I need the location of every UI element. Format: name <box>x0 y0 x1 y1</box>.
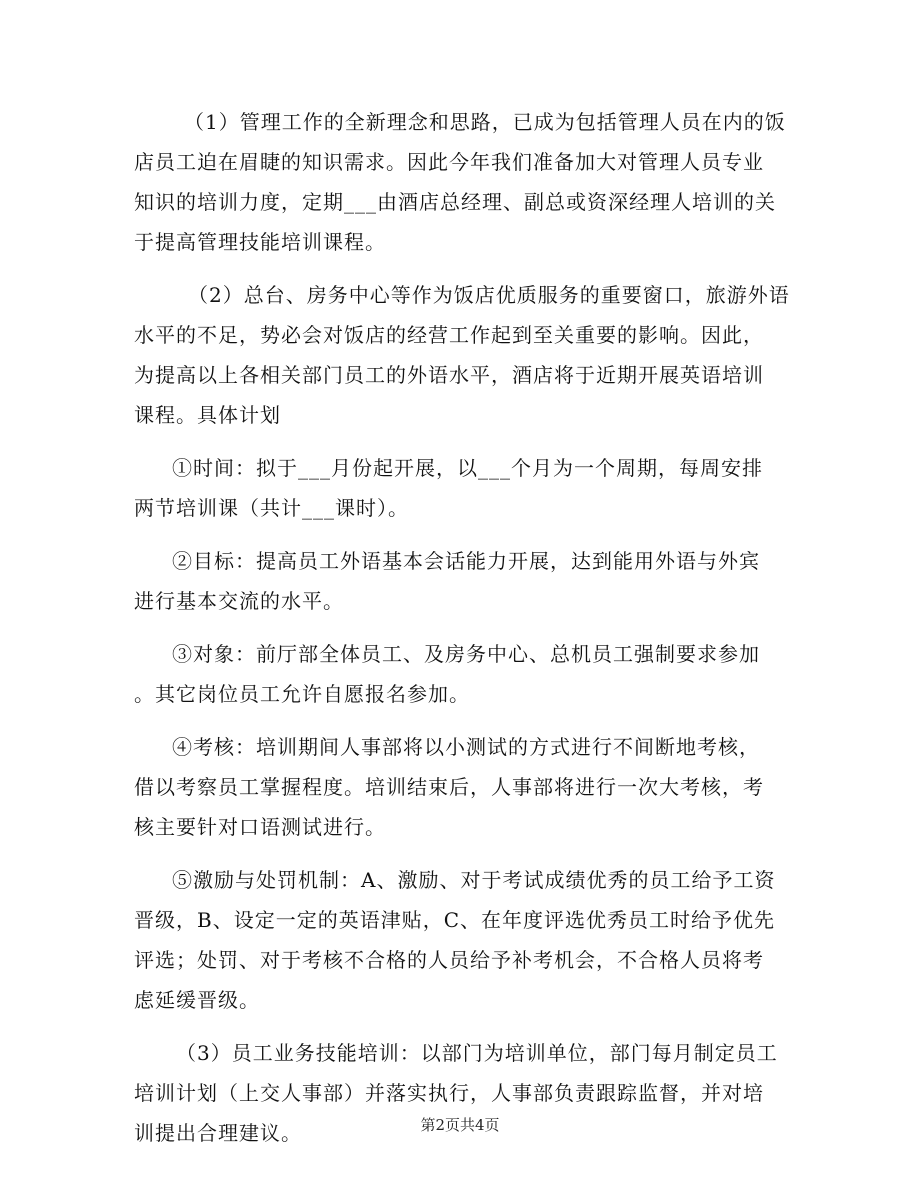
paragraph-line: 。其它岗位员工允许自愿报名参加。 <box>134 682 470 706</box>
paragraph-line: 店员工迫在眉睫的知识需求。因此今年我们准备加大对管理人员专业 <box>134 150 764 174</box>
paragraph-line: 借以考察员工掌握程度。培训结束后，人事部将进行一次大考核，考 <box>134 775 764 799</box>
paragraph-line: ④考核：培训期间人事部将以小测试的方式进行不间断地考核， <box>172 735 760 759</box>
paragraph-line: 培训计划（上交人事部）并落实执行，人事部负责跟踪监督，并对培 <box>134 1081 764 1105</box>
paragraph-line: 两节培训课（共计___课时）。 <box>134 496 409 520</box>
paragraph-line: （1）管理工作的全新理念和思路，已成为包括管理人员在内的饭 <box>184 110 786 134</box>
paragraph-audience <box>134 634 794 714</box>
paragraph-foreign-language-training <box>134 275 794 435</box>
page-number: 第2页共4页 <box>420 1116 500 1134</box>
paragraph-line: 虑延缓晋级。 <box>134 988 260 1012</box>
paragraph-goal <box>134 541 794 621</box>
paragraph-line: 知识的培训力度，定期___由酒店总经理、副总或资深经理人培训的关 <box>134 190 776 214</box>
paragraph-line: 进行基本交流的水平。 <box>134 589 344 613</box>
paragraph-line: 晋级，B、设定一定的英语津贴，C、在年度评选优秀员工时给予优先 <box>134 908 775 932</box>
paragraph-line: ⑤激励与处罚机制：A、激励、对于考试成绩优秀的员工给予工资 <box>172 868 776 892</box>
paragraph-schedule <box>134 448 794 528</box>
paragraph-line: 课程。具体计划 <box>134 403 281 427</box>
paragraph-line: ①时间：拟于___月份起开展，以___个月为一个周期，每周安排 <box>172 456 763 480</box>
paragraph-assessment <box>134 727 794 847</box>
paragraph-line: 核主要针对口语测试进行。 <box>134 815 386 839</box>
paragraph-line: 于提高管理技能培训课程。 <box>134 230 386 254</box>
paragraph-line: ②目标：提高员工外语基本会话能力开展，达到能用外语与外宾 <box>172 549 760 573</box>
paragraph-management-training <box>134 102 794 262</box>
paragraph-incentives <box>134 860 794 1020</box>
paragraph-line: ③对象：前厅部全体员工、及房务中心、总机员工强制要求参加 <box>172 642 760 666</box>
paragraph-line: （3）员工业务技能培训：以部门为培训单位，部门每月制定员工 <box>176 1041 778 1065</box>
paragraph-skills-training <box>134 1033 794 1153</box>
paragraph-line: 水平的不足，势必会对饭店的经营工作起到至关重要的影响。因此， <box>134 323 764 347</box>
paragraph-line: 为提高以上各相关部门员工的外语水平，酒店将于近期开展英语培训 <box>134 363 764 387</box>
paragraph-line: 评选；处罚、对于考核不合格的人员给予补考机会，不合格人员将考 <box>134 948 764 972</box>
paragraph-line: 训提出合理建议。 <box>134 1121 302 1145</box>
document-body <box>134 102 794 1166</box>
paragraph-line: （2）总台、房务中心等作为饭店优质服务的重要窗口，旅游外语 <box>188 283 790 307</box>
